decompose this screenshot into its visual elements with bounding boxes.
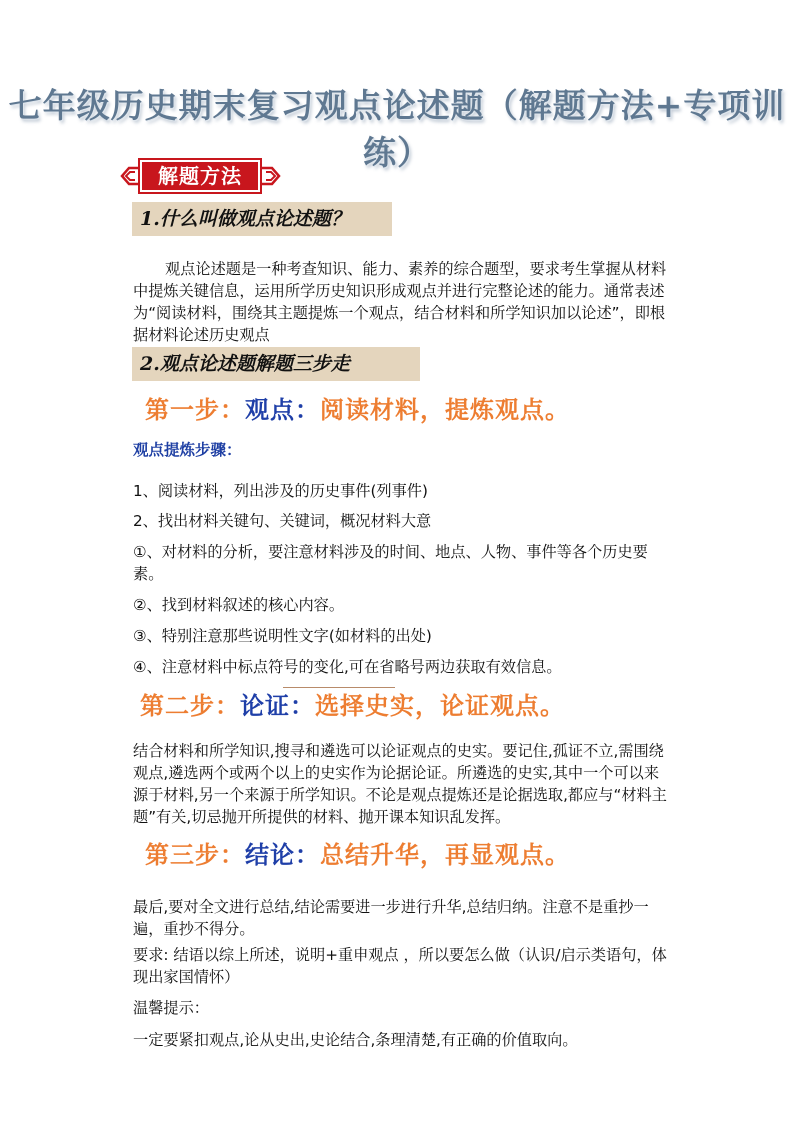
- step-heading: [145, 840, 570, 870]
- divider: [283, 687, 395, 688]
- argument-paragraph: 结合材料和所学知识,搜寻和遴选可以论证观点的史实。要记住,孤证不立,需围绕观点,遴选两个或两个以上的史实作为论据论证。所遴选的史实,其中一个可以来源于材料,另一个来源于所学知识。不论是观点提炼还是论据选取,都应与“材料主题”有关,切忌抛开所提供的材料、抛开课本知识乱发挥。: [133, 742, 667, 826]
- list-item: 1、阅读材料，列出涉及的历史事件(列事件): [133, 482, 428, 500]
- list-item: ①、对材料的分析，要注意材料涉及的时间、地点、人物、事件等各个历史要素。: [133, 543, 648, 583]
- list-item: 2、找出材料关键句、关键词，概况材料大意: [133, 512, 432, 530]
- banner-label: 解题方法: [140, 160, 260, 192]
- tip-label: 温馨提示：: [133, 999, 209, 1017]
- section-heading: 2.观点论述题解题三步走: [132, 347, 420, 381]
- definition-paragraph: 观点论述题是一种考查知识、能力、素养的综合题型，要求考生掌握从材料中提炼关键信息，运用所学历史知识形成观点并进行完整论述的能力。通常表述为“阅读材料，围绕其主题提炼一个观点，结合材料和所学知识加以论述”，即根据材料论述历史观点: [133, 260, 667, 344]
- section-banner: [118, 157, 283, 197]
- conclusion-paragraph: 最后,要对全文进行总结,结论需要进一步进行升华,总结归纳。注意不是重抄一遍，重抄不得分。: [133, 898, 649, 938]
- requirement-paragraph: 要求: 结语以综上所述，说明+重申观点 ，所以要怎么做（认识/启示类语句，体现出家国情怀）: [133, 946, 667, 986]
- list-item: ④、注意材料中标点符号的变化,可在省略号两边获取有效信息。: [133, 658, 562, 676]
- step-summary: 总结升华，再显观点。: [320, 841, 570, 869]
- list-item: ②、找到材料叙述的核心内容。: [133, 596, 345, 614]
- step-summary: 阅读材料，提炼观点。: [320, 396, 570, 424]
- step-prefix: 第三步：: [145, 841, 245, 869]
- step-keyword: 观点：: [245, 396, 320, 424]
- list-item: ③、特别注意那些说明性文字(如材料的出处): [133, 627, 432, 645]
- step-summary: 选择史实，论证观点。: [315, 692, 565, 720]
- step-heading: [145, 395, 570, 425]
- section-heading: 1.什么叫做观点论述题？: [132, 202, 392, 236]
- knot-ornament-icon: [118, 164, 140, 188]
- sub-heading: 观点提炼步骤：: [133, 441, 242, 459]
- step-keyword: 论证：: [240, 692, 315, 720]
- step-prefix: 第二步：: [140, 692, 240, 720]
- step-keyword: 结论：: [245, 841, 320, 869]
- knot-ornament-icon: [261, 164, 283, 188]
- step-heading: [140, 691, 565, 721]
- tip-text: 一定要紧扣观点,论从史出,史论结合,条理清楚,有正确的价值取向。: [133, 1031, 578, 1049]
- step-prefix: 第一步：: [145, 396, 245, 424]
- page-title: 七年级历史期末复习观点论述题（解题方法+专项训练）: [8, 86, 786, 172]
